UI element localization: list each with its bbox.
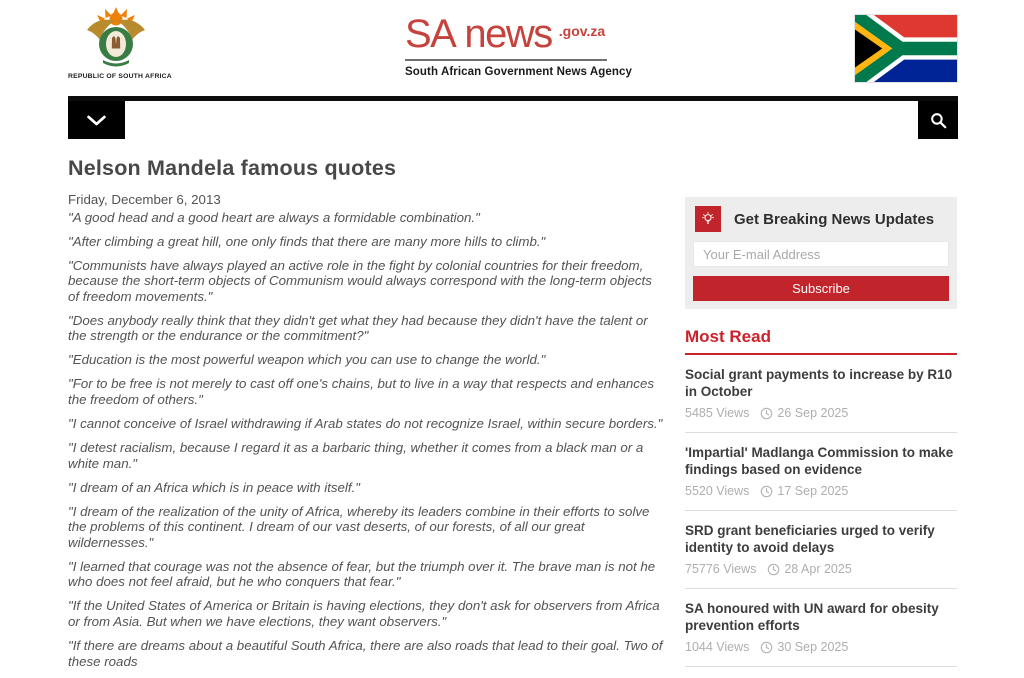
- email-field[interactable]: [693, 241, 949, 267]
- lightbulb-icon: [695, 206, 721, 232]
- quote-paragraph: "For to be free is not merely to cast off one's chains, but to live in a way that respects and enhances the freedom of others.": [68, 376, 654, 407]
- most-read-item-meta: [685, 484, 957, 498]
- search-button[interactable]: [918, 101, 958, 139]
- quote-paragraph: "I detest racialism, because I regard it as a barbaric thing, whether it comes from a black man or a white man.": [68, 440, 644, 471]
- coat-of-arms-icon: [84, 6, 148, 70]
- quote-paragraph: "Communists have always played an active role in the fight by colonial countries for their freedom, because the short-term objects of Communism would always correspond with the long-term objects of freedom movements.": [68, 257, 652, 304]
- subscribe-title: Get Breaking News Updates: [734, 210, 935, 228]
- view-count: 5485 Views: [685, 406, 750, 420]
- quote-paragraph: "A good head and a good heart are always a formidable combination.": [68, 209, 480, 225]
- quote-paragraph: "I learned that courage was not the absence of fear, but the triumph over it. The brave man is not he who does not feel afraid, but he who conquers that fear.": [68, 558, 656, 590]
- logo-divider: [405, 59, 607, 61]
- page-title: Nelson Mandela famous quotes: [68, 156, 397, 180]
- menu-toggle-button[interactable]: [68, 101, 125, 139]
- quote-paragraph: "I dream of an Africa which is in peace with itself.": [68, 479, 360, 495]
- article: [68, 156, 664, 678]
- publish-date: 28 Apr 2025: [784, 562, 852, 576]
- page-container: [68, 0, 958, 669]
- view-count: 5520 Views: [685, 484, 750, 498]
- quote-paragraph: "If the United States of America or Britain is having elections, they don't ask for observers from Africa or from Asia. But when we have elections, they want observers.": [68, 598, 660, 629]
- quote-paragraph: "After climbing a great hill, one only finds that there are many more hills to climb.": [68, 233, 546, 249]
- most-read-item: [685, 433, 957, 511]
- most-read-item-meta: [685, 406, 957, 420]
- view-count: 1044 Views: [685, 640, 750, 654]
- logo-news-text: news: [464, 12, 552, 56]
- subscribe-button[interactable]: Subscribe: [693, 276, 949, 301]
- quote-paragraph: "If there are dreams about a beautiful South Africa, there are also roads that lead to their goal. Two of these roads: [68, 638, 663, 669]
- quote-paragraph: "Does anybody really think that they didn't get what they had because they didn't have the talent or the strength or the endurance or the commitment?": [68, 312, 648, 344]
- article-date: Friday, December 6, 2013: [68, 192, 221, 207]
- publish-date: 26 Sep 2025: [777, 406, 849, 420]
- most-read-item-link[interactable]: Social grant payments to increase by R10 in October: [685, 367, 953, 399]
- breaking-news-subscribe-box: [685, 197, 957, 309]
- logo-govza-text: .gov.za: [558, 23, 606, 39]
- most-read-item-link[interactable]: 'Impartial' Madlanga Commission to make findings based on evidence: [685, 445, 954, 477]
- sanews-logo[interactable]: [405, 12, 632, 78]
- most-read-item-meta: [685, 640, 957, 654]
- clock-icon: [760, 407, 773, 420]
- coat-of-arms: [68, 6, 172, 80]
- publish-date: 30 Sep 2025: [777, 640, 849, 654]
- most-read-item-link[interactable]: SA honoured with UN award for obesity prevention efforts: [685, 601, 939, 633]
- chevron-down-icon: [86, 114, 107, 127]
- quote-paragraph: "I cannot conceive of Israel withdrawing if Arab states do not recognize Israel, within secure borders.": [68, 416, 663, 432]
- logo-tagline: South African Government News Agency: [405, 66, 633, 78]
- sidebar: [685, 197, 957, 667]
- most-read-item-meta: [685, 562, 957, 576]
- most-read-item-link[interactable]: SRD grant beneficiaries urged to verify identity to avoid delays: [685, 523, 935, 555]
- quote-paragraph: "I dream of the realization of the unity of Africa, whereby its leaders combine in their efforts to solve the problems of this continent. I dream of our vast deserts, of our forests, of all our great wildernesses.": [68, 503, 650, 550]
- most-read-title: Most Read: [685, 327, 957, 355]
- south-africa-flag-icon: [854, 14, 958, 83]
- most-read-item: [685, 355, 957, 433]
- nav-divider-bar: [68, 96, 958, 101]
- clock-icon: [767, 563, 780, 576]
- clock-icon: [760, 485, 773, 498]
- clock-icon: [760, 641, 773, 654]
- view-count: 75776 Views: [685, 562, 757, 576]
- most-read-item: [685, 511, 957, 589]
- search-icon: [929, 111, 948, 130]
- coat-of-arms-caption: REPUBLIC OF SOUTH AFRICA: [68, 73, 172, 80]
- most-read-section: [685, 327, 957, 667]
- publish-date: 17 Sep 2025: [777, 484, 849, 498]
- logo-sa-text: SA: [405, 12, 456, 56]
- most-read-item: [685, 589, 957, 667]
- quote-paragraph: "Education is the most powerful weapon which you can use to change the world.": [68, 352, 546, 368]
